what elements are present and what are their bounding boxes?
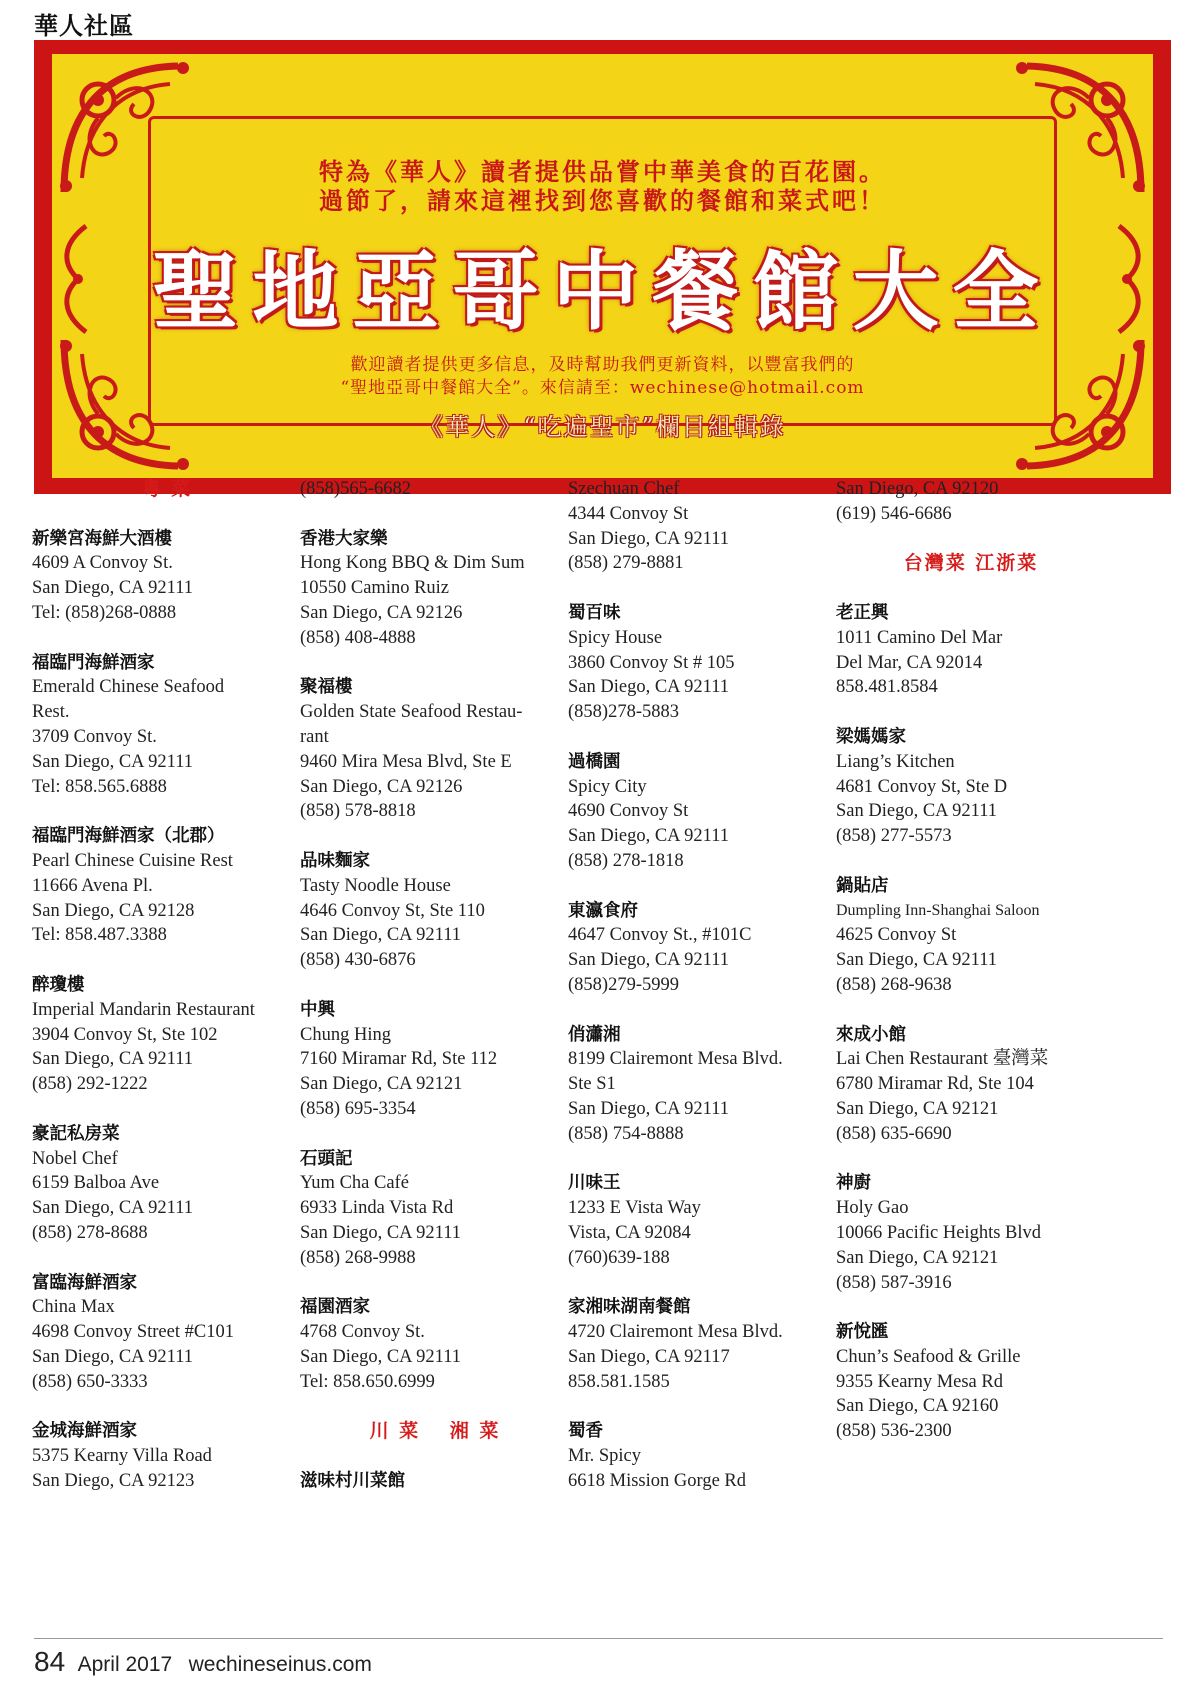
banner-title: 聖地亞哥中餐館大全 (152, 241, 1053, 342)
website-url: wechineseinus.com (188, 1653, 372, 1676)
listing-detail: Tel: 858.565.6888 (32, 776, 167, 797)
spacer (300, 1444, 570, 1469)
restaurant-name: 福臨門海鮮酒家（北郡） (32, 826, 225, 847)
listing-detail: San Diego, CA 92160 (836, 1396, 999, 1417)
restaurant-name: 品味麵家 (300, 850, 370, 871)
restaurant-name: 福臨門海鮮酒家 (32, 652, 155, 673)
listing-detail: 3904 Convoy St, Ste 102 (32, 1024, 218, 1045)
listing-detail: Chun’s Seafood & Grille (836, 1346, 1021, 1367)
listing-column (568, 477, 838, 1494)
restaurant-name: 梁媽媽家 (836, 726, 906, 747)
listing-detail: San Diego, CA 92111 (568, 1098, 730, 1119)
spacer (568, 874, 838, 899)
listing-detail: Imperial Mandarin Restaurant (32, 999, 255, 1020)
spacer (32, 948, 302, 973)
restaurant-name: 聚福樓 (300, 677, 353, 698)
listing-detail: (858) 279-8881 (568, 553, 684, 574)
listing-column (300, 477, 570, 1494)
restaurant-name: 鍋貼店 (836, 875, 889, 896)
listing-detail: Holy Gao (836, 1198, 909, 1219)
listing-detail: (858) 278-8688 (32, 1222, 148, 1243)
listing-detail: 10066 Pacific Heights Blvd (836, 1222, 1042, 1243)
restaurant-name: 蜀香 (568, 1421, 603, 1442)
listing-detail: San Diego, CA 92111 (300, 1222, 462, 1243)
listing-detail: Vista, CA 92084 (568, 1222, 691, 1243)
listing-detail: (858) 277-5573 (836, 826, 952, 847)
listing-detail: 4609 A Convoy St. (32, 553, 173, 574)
spacer (300, 1122, 570, 1147)
listing-detail: San Diego, CA 92121 (836, 1098, 999, 1119)
listing-detail: (858) 650-3333 (32, 1371, 148, 1392)
listing-detail: 4681 Convoy St, Ste D (836, 776, 1008, 797)
listing-detail: (858) 292-1222 (32, 1074, 148, 1095)
listing-detail: 6933 Linda Vista Rd (300, 1198, 454, 1219)
listing-detail: (858) 268-9638 (836, 974, 952, 995)
footer-divider (34, 1638, 1163, 1639)
spacer (300, 1271, 570, 1296)
listing-detail: 858.581.1585 (568, 1371, 670, 1392)
spacer (568, 1394, 838, 1419)
listing-detail: 5375 Kearny Villa Road (32, 1446, 212, 1467)
listing-detail: San Diego, CA 92121 (300, 1074, 463, 1095)
listing-detail: San Diego, CA 92120 (836, 479, 999, 499)
listing-detail: Emerald Chinese Seafood (32, 677, 225, 698)
banner-tagline: 特為《華人》讀者提供品嘗中華美食的百花園。 (319, 157, 886, 186)
restaurant-name: 蜀百味 (568, 602, 621, 623)
listing-detail: San Diego, CA 92117 (568, 1346, 730, 1367)
listing-detail: Spicy City (568, 776, 647, 797)
listing-detail: Pearl Chinese Cuisine Rest (32, 850, 233, 871)
listing-detail: (858) 430-6876 (300, 950, 416, 971)
restaurant-name: 滋味村川菜館 (300, 1470, 405, 1491)
listing-detail: (858) 578-8818 (300, 801, 416, 822)
listing-column (836, 477, 1106, 1444)
restaurant-name: 東瀛食府 (568, 900, 638, 921)
listing-detail: San Diego, CA 92111 (32, 1049, 194, 1070)
listing-detail: 10550 Camino Ruiz (300, 578, 450, 599)
spacer (568, 725, 838, 750)
restaurant-name: 老正興 (836, 602, 889, 623)
spacer (836, 1295, 1106, 1320)
spacer (32, 1097, 302, 1122)
restaurant-name: 豪記私房菜 (32, 1123, 120, 1144)
spacer (32, 1246, 302, 1271)
listing-detail: 8199 Clairemont Mesa Blvd. (568, 1049, 783, 1070)
restaurant-name: 金城海鮮酒家 (32, 1421, 137, 1442)
restaurant-name: 中興 (300, 999, 335, 1020)
listing-detail: (858)565-6682 (300, 479, 411, 499)
listing-detail: San Diego, CA 92111 (568, 677, 730, 698)
listing-detail: San Diego, CA 92111 (836, 950, 998, 971)
listing-detail: San Diego, CA 92111 (300, 925, 462, 946)
listing-detail: 4625 Convoy St (836, 925, 957, 946)
restaurant-name: 福園酒家 (300, 1297, 370, 1318)
spacer (32, 502, 302, 527)
page-number: 84 (34, 1646, 66, 1677)
listing-detail: 7160 Miramar Rd, Ste 112 (300, 1049, 498, 1070)
listing-column (32, 477, 302, 1494)
spacer (300, 973, 570, 998)
listing-detail: Szechuan Chef (568, 479, 680, 499)
spacer (836, 849, 1106, 874)
spacer (836, 700, 1106, 725)
listing-detail: (858)278-5883 (568, 702, 679, 723)
listing-detail: San Diego, CA 92126 (300, 776, 463, 797)
listing-detail: (858) 695-3354 (300, 1098, 416, 1119)
listing-detail: San Diego, CA 92111 (32, 751, 194, 772)
spacer (32, 799, 302, 824)
restaurant-name: 新悅匯 (836, 1322, 889, 1343)
listing-detail: 858.481.8584 (836, 677, 938, 698)
listing-detail: (858)279-5999 (568, 974, 679, 995)
listing-detail: 4690 Convoy St (568, 801, 689, 822)
listing-detail: (858) 754-8888 (568, 1123, 684, 1144)
listing-detail: 3709 Convoy St. (32, 726, 157, 747)
listing-detail: 4720 Clairemont Mesa Blvd. (568, 1322, 783, 1343)
spacer (300, 651, 570, 676)
listing-detail: 11666 Avena Pl. (32, 875, 153, 896)
banner-invite-text: 歡迎讀者提供更多信息，及時幫助我們更新資料，以豐富我們的 (350, 355, 855, 375)
listing-detail: Tasty Noodle House (300, 875, 451, 896)
spacer (836, 998, 1106, 1023)
listing-detail: Dumpling Inn-Shanghai Saloon (836, 901, 1040, 919)
spacer (568, 1147, 838, 1172)
listing-detail: Hong Kong BBQ & Dim Sum (300, 553, 525, 574)
listing-detail: San Diego, CA 92128 (32, 900, 195, 921)
listing-detail: 6159 Balboa Ave (32, 1173, 160, 1194)
issue-date: April 2017 (77, 1653, 173, 1676)
listing-detail: San Diego, CA 92111 (836, 801, 998, 822)
restaurant-name: 過橋園 (568, 751, 621, 772)
section-title: 華人社區 (34, 11, 134, 40)
listing-detail: 4647 Convoy St., #101C (568, 925, 752, 946)
listing-detail: Golden State Seafood Restau- (300, 702, 523, 723)
cuisine-category: 川 菜 湘 菜 (369, 1420, 501, 1443)
spacer (32, 1394, 302, 1419)
spacer (568, 1271, 838, 1296)
restaurant-name: 富臨海鮮酒家 (32, 1272, 137, 1293)
banner-invite-text: “聖地亞哥中餐館大全”。來信請至：wechinese@hotmail.com (340, 378, 865, 398)
listing-detail: (858) 587-3916 (836, 1272, 952, 1293)
listing-detail: 4768 Convoy St. (300, 1322, 425, 1343)
restaurant-name: 新樂宮海鮮大酒樓 (32, 528, 172, 549)
listing-detail: (858) 408-4888 (300, 627, 416, 648)
listing-detail: Nobel Chef (32, 1148, 118, 1169)
listing-detail: San Diego, CA 92111 (568, 826, 730, 847)
banner-column-name: 《華人》“吃遍聖市”欄目組輯錄 (419, 413, 786, 441)
spacer (836, 527, 1106, 552)
restaurant-name: 神廚 (836, 1173, 871, 1194)
listing-detail: 1011 Camino Del Mar (836, 627, 1003, 648)
listing-detail: 4344 Convoy St (568, 503, 689, 524)
restaurant-name: 來成小館 (836, 1024, 906, 1045)
listing-detail: Tel: 858.487.3388 (32, 925, 167, 946)
restaurant-name: 川味王 (568, 1173, 621, 1194)
restaurant-name: 家湘味湖南餐館 (568, 1297, 691, 1318)
listing-detail: Ste S1 (568, 1074, 616, 1095)
listing-detail: San Diego, CA 92111 (32, 578, 194, 599)
listing-detail: China Max (32, 1297, 115, 1318)
spacer (300, 502, 570, 527)
spacer (836, 576, 1106, 601)
listing-detail: Chung Hing (300, 1024, 391, 1045)
listing-detail: Mr. Spicy (568, 1446, 641, 1467)
listing-detail: Tel: 858.650.6999 (300, 1371, 435, 1392)
listing-detail: Tel: (858)268-0888 (32, 602, 177, 623)
restaurant-name: 石頭記 (300, 1148, 353, 1169)
listing-detail: (760)639-188 (568, 1247, 670, 1268)
cuisine-category: 台灣菜 江浙菜 (903, 552, 1039, 575)
listing-detail: rant (300, 726, 329, 747)
listing-detail: Rest. (32, 702, 70, 723)
restaurant-name: 醉瓊樓 (32, 974, 85, 995)
listing-detail: San Diego, CA 92123 (32, 1470, 195, 1491)
listing-detail: 6618 Mission Gorge Rd (568, 1470, 746, 1491)
listing-detail: Del Mar, CA 92014 (836, 652, 983, 673)
listing-detail: Spicy House (568, 627, 663, 648)
spacer (568, 998, 838, 1023)
banner-tagline: 過節了，請來這裡找到您喜歡的餐館和菜式吧！ (319, 186, 886, 215)
restaurant-name: 俏瀟湘 (568, 1024, 621, 1045)
listing-detail: (858) 268-9988 (300, 1247, 416, 1268)
spacer (568, 576, 838, 601)
listing-detail: San Diego, CA 92111 (568, 528, 730, 549)
spacer (300, 1394, 570, 1419)
spacer (836, 1147, 1106, 1172)
cuisine-category: 粵 菜 (141, 478, 193, 500)
listing-detail: (619) 546-6686 (836, 503, 952, 524)
spacer (32, 626, 302, 651)
listing-detail: 9355 Kearny Mesa Rd (836, 1371, 1003, 1392)
listing-detail: San Diego, CA 92111 (300, 1346, 462, 1367)
listing-detail: 3860 Convoy St # 105 (568, 652, 735, 673)
listing-detail: San Diego, CA 92111 (568, 950, 730, 971)
listing-detail: Lai Chen Restaurant 臺灣菜 (836, 1049, 1049, 1070)
listing-detail: (858) 536-2300 (836, 1421, 952, 1442)
spacer (300, 824, 570, 849)
listing-detail: (858) 278-1818 (568, 850, 684, 871)
restaurant-name: 香港大家樂 (300, 528, 388, 549)
listing-detail: San Diego, CA 92126 (300, 602, 463, 623)
listing-detail: 4698 Convoy Street #C101 (32, 1322, 234, 1343)
listing-detail: San Diego, CA 92111 (32, 1346, 194, 1367)
listing-detail: Liang’s Kitchen (836, 751, 955, 772)
listing-detail: 4646 Convoy St, Ste 110 (300, 900, 485, 921)
listing-detail: 1233 E Vista Way (568, 1198, 701, 1219)
listing-detail: (858) 635-6690 (836, 1123, 952, 1144)
listing-detail: 6780 Miramar Rd, Ste 104 (836, 1074, 1034, 1095)
directory-banner (34, 40, 1171, 494)
listing-detail: Yum Cha Café (300, 1173, 409, 1194)
listing-detail: San Diego, CA 92111 (32, 1198, 194, 1219)
banner-panel (52, 54, 1153, 478)
page-footer (34, 1646, 384, 1678)
listing-detail: 9460 Mira Mesa Blvd, Ste E (300, 751, 512, 772)
listing-detail: San Diego, CA 92121 (836, 1247, 999, 1268)
